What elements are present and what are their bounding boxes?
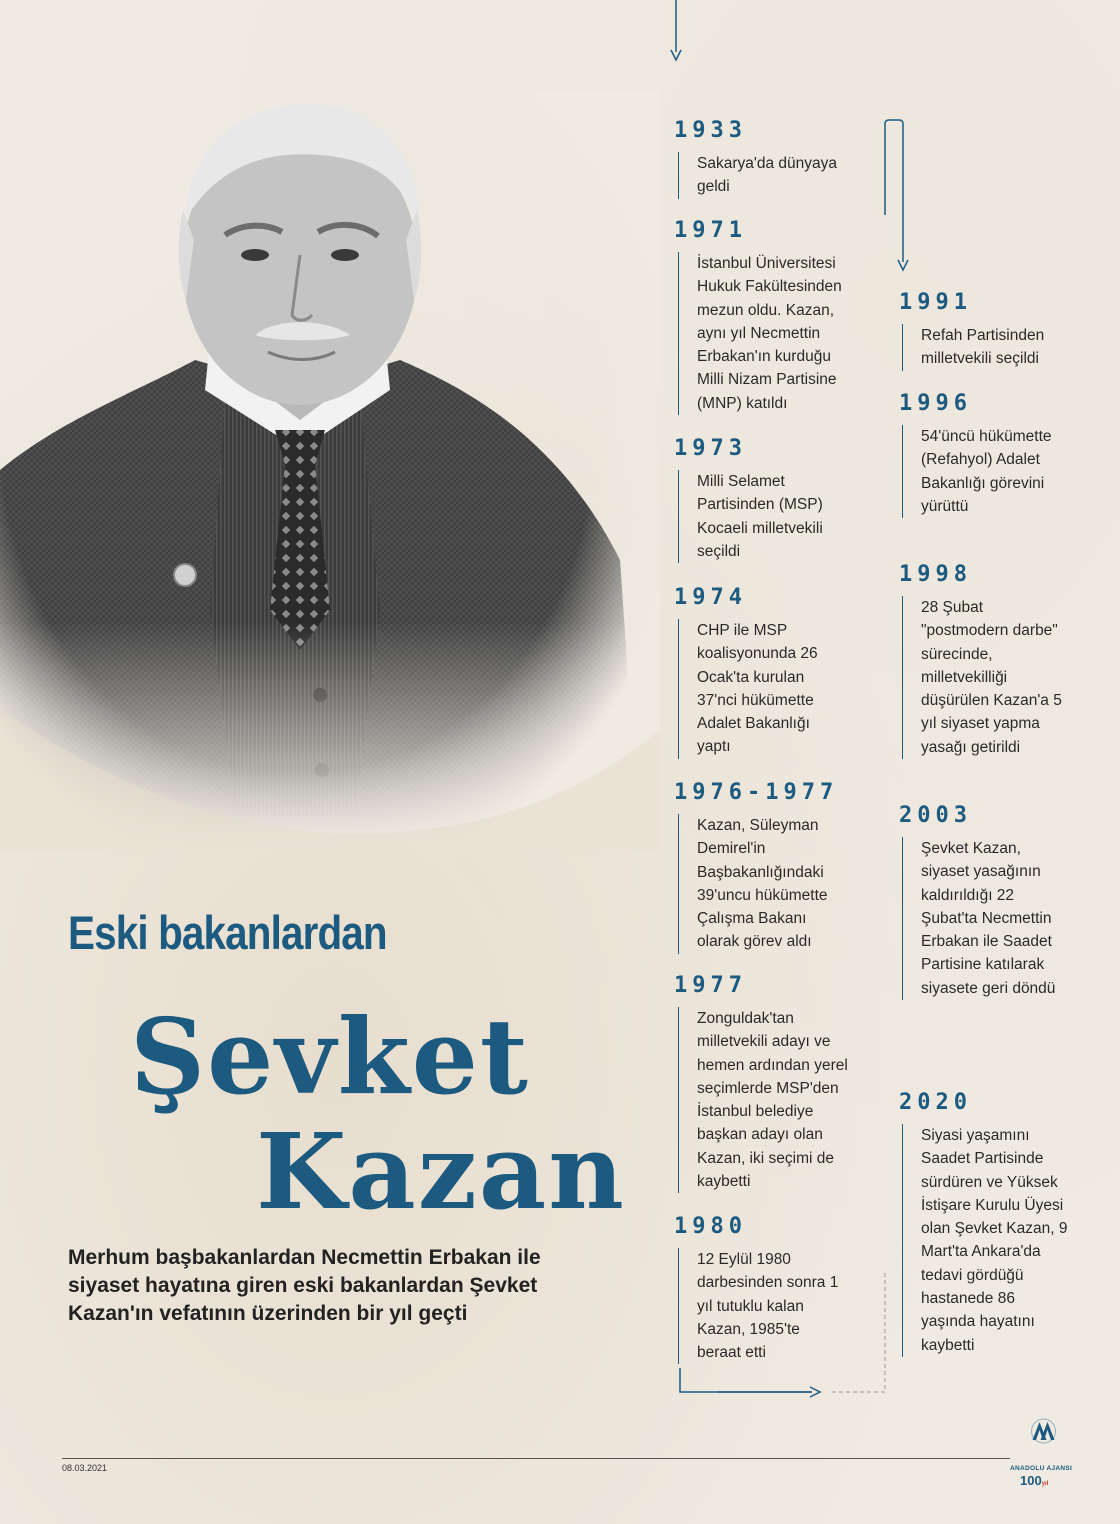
anniversary-badge	[1020, 1473, 1048, 1488]
timeline-text: İstanbul Üniversitesi Hukuk Fakültesinden mezun oldu. Kazan, aynı yıl Necmettin Erbakan'ın kurduğu Milli Nizam Partisine (MNP) katıldı	[678, 252, 857, 415]
anniversary-suffix: yıl	[1041, 1481, 1049, 1487]
timeline-text: Sakarya'da dünyaya geldi	[678, 152, 867, 199]
timeline-text: Refah Partisinden milletvekili seçildi	[902, 324, 1081, 371]
timeline-text: 28 Şubat "postmodern darbe" sürecinde, milletvekilliği düşürülen Kazan'a 5 yıl siyaset yapma yasağı getirildi	[902, 596, 1071, 759]
anniversary-number: 100	[1020, 1473, 1042, 1488]
timeline-year: 1933	[674, 118, 747, 143]
timeline-year: 1973	[674, 436, 747, 461]
timeline-text: Kazan, Süleyman Demirel'in Başbakanlığındaki 39'uncu hükümette Çalışma Bakanı olarak görev aldı	[678, 814, 852, 954]
agency-name: ANADOLU AJANSI	[1010, 1465, 1073, 1472]
footer-divider	[62, 1458, 1010, 1459]
timeline-text: Şevket Kazan, siyaset yasağının kaldırıldığı 22 Şubat'ta Necmettin Erbakan ile Saadet Partisine katılarak siyasete geri döndü	[902, 837, 1071, 1000]
timeline-text: 12 Eylül 1980 darbesinden sonra 1 yıl tutuklu kalan Kazan, 1985'te beraat etti	[678, 1248, 847, 1364]
timeline-year: 2020	[899, 1090, 972, 1115]
timeline-year: 1974	[674, 585, 747, 610]
timeline-year: 1980	[674, 1214, 747, 1239]
timeline-text: Zonguldak'tan milletvekili adayı ve hemen ardından yerel seçimlerde MSP'den İstanbul belediye başkan adayı olan Kazan, iki seçimi de kaybetti	[678, 1007, 857, 1193]
timeline-year: 1991	[899, 290, 972, 315]
timeline-year: 1998	[899, 562, 972, 587]
timeline-year: 1976-1977	[674, 780, 839, 805]
subtitle: Eski bakanlardan	[68, 906, 387, 959]
timeline-year: 1971	[674, 218, 747, 243]
timeline-text: 54'üncü hükümette (Refahyol) Adalet Bakanlığı görevini yürüttü	[902, 425, 1071, 518]
name-first: Şevket	[130, 995, 530, 1118]
timeline-year: 2003	[899, 803, 972, 828]
timeline-year: 1996	[899, 391, 972, 416]
intro-paragraph: Merhum başbakanlardan Necmettin Erbakan ile siyaset hayatına giren eski bakanlardan Şevket Kazan'ın vefatının üzerinden bir yıl geçti	[68, 1246, 541, 1325]
publish-date: 08.03.2021	[62, 1463, 108, 1473]
timeline-text: CHP ile MSP koalisyonunda 26 Ocak'ta kurulan 37'nci hükümette Adalet Bakanlığı yaptı	[678, 619, 837, 759]
timeline-text: Milli Selamet Partisinden (MSP) Kocaeli milletvekili seçildi	[678, 470, 847, 563]
agency-logo-icon	[1008, 1418, 1078, 1468]
name-last: Kazan	[256, 1110, 626, 1233]
portrait-photo	[0, 90, 660, 850]
timeline-text: Siyasi yaşamını Saadet Partisinde sürdüren ve Yüksek İstişare Kurulu Üyesi olan Şevket Kazan, 9 Mart'ta Ankara'da tedavi gördüğü hastanede 86 yaşında hayatını kaybetti	[902, 1124, 1071, 1357]
timeline-year: 1977	[674, 973, 747, 998]
